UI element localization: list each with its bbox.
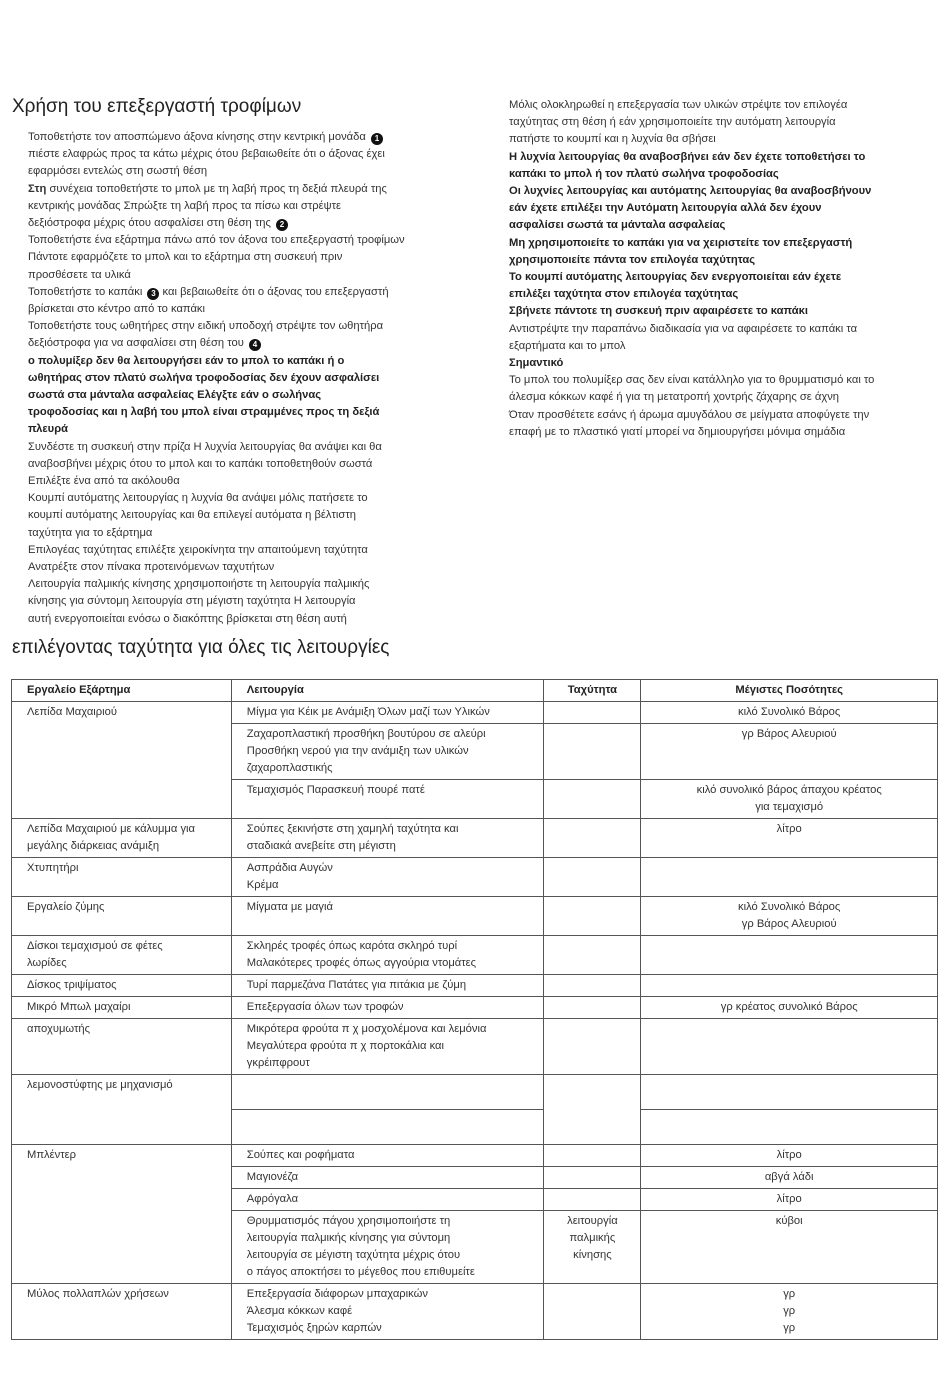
tool-name-line: Μπλέντερ <box>27 1149 76 1161</box>
max-quantity-cell <box>641 1075 938 1110</box>
line-text: Μόλις ολοκληρωθεί η επεξεργασία των υλικών στρέψτε τον επιλογέα <box>509 99 848 111</box>
line-text: ταχύτητα για το εξάρτημα <box>28 526 153 539</box>
instruction-line <box>28 318 468 335</box>
instruction-line <box>509 372 941 389</box>
table-row <box>12 897 938 936</box>
function-cell <box>231 897 544 936</box>
step-number-badge: 3 <box>147 288 159 300</box>
max-quantity-cell <box>641 819 938 858</box>
line-text: τροφοδοσίας και η λαβή του μπολ είναι στραμμένες προς τη δεξιά <box>28 406 380 419</box>
instruction-line <box>28 181 468 198</box>
tool-cell <box>12 997 232 1019</box>
function-cell <box>231 1211 544 1284</box>
table-row <box>12 819 938 858</box>
speed-cell <box>544 1075 641 1145</box>
function-cell <box>231 997 544 1019</box>
line-text: εξαρτήματα και το μπολ <box>509 339 626 352</box>
function-cell <box>231 1167 544 1189</box>
function-line: Σούπες ξεκινήστε στη χαμηλή ταχύτητα και <box>246 823 459 835</box>
function-cell <box>231 1075 544 1110</box>
usage-instructions-right <box>509 97 941 441</box>
max-quantity-line: αβγά λάδι <box>764 1171 814 1183</box>
instruction-line <box>509 389 941 406</box>
speed-cell <box>544 975 641 997</box>
function-line: Άλεσμα κόκκων καφέ <box>246 1305 353 1317</box>
instruction-line <box>28 525 468 542</box>
speed-cell <box>544 1145 641 1167</box>
line-text: δεξιόστροφα για να ασφαλίσει στη θέση του <box>28 337 244 350</box>
instruction-line <box>28 284 468 301</box>
tool-cell <box>12 897 232 936</box>
instruction-line <box>28 404 468 421</box>
instruction-line <box>509 149 941 166</box>
speed-cell <box>544 780 641 819</box>
tool-cell <box>12 936 232 975</box>
max-quantity-cell <box>641 1284 938 1340</box>
tool-name-line: αποχυμωτής <box>27 1023 90 1035</box>
function-line: Μίγματα με μαγιά <box>246 901 333 913</box>
function-line: λειτουργία σε μέγιστη ταχύτητα μέχρις ότου <box>246 1249 461 1261</box>
function-line: Μαλακότερες τροφές όπως αγγούρια ντομάτες <box>246 957 477 969</box>
instruction-line <box>509 252 941 269</box>
table-row <box>12 936 938 975</box>
table-row <box>12 858 938 897</box>
instruction-line <box>509 114 941 131</box>
instruction-line <box>28 129 468 146</box>
line-text: Σβήνετε πάντοτε τη συσκευή πριν αφαιρέσετε το καπάκι <box>509 305 809 318</box>
table-row <box>12 1284 938 1340</box>
line-text: Επιλέξτε ένα από τα ακόλουθα <box>28 475 180 488</box>
tool-name-line: Λεπίδα Μαχαιριού <box>27 706 117 718</box>
tool-name-line: Δίσκος τριψίματος <box>27 979 117 991</box>
function-line: Τυρί παρμεζάνα Πατάτες για πιτάκια με ζύμη <box>246 979 467 991</box>
function-line: Ζαχαροπλαστική προσθήκη βουτύρου σε αλεύρι <box>246 728 486 740</box>
instruction-line <box>509 183 941 200</box>
instruction-line <box>28 232 468 249</box>
line-text: Αντιστρέψτε την παραπάνω διαδικασία για να αφαιρέσετε το καπάκι τα <box>509 322 858 335</box>
max-quantity-cell <box>641 1211 938 1284</box>
instruction-line <box>28 370 468 387</box>
instruction-line <box>28 439 468 456</box>
max-quantity-line: γρ Βάρος Αλευριού <box>741 918 837 930</box>
table-row <box>12 702 938 724</box>
max-quantity-line: λίτρο <box>776 1193 802 1205</box>
function-cell <box>231 780 544 819</box>
speed-cell <box>544 1019 641 1075</box>
line-text: κεντρικής μονάδας Σπρώξτε τη λαβή προς τα πίσω και στρέψτε <box>28 199 341 212</box>
instruction-line <box>509 286 941 303</box>
function-line: Σούπες και ροφήματα <box>246 1149 355 1161</box>
function-line: Κρέμα <box>246 879 279 891</box>
speed-cell <box>544 1189 641 1211</box>
instruction-line <box>28 146 468 163</box>
function-cell <box>231 1189 544 1211</box>
function-cell <box>231 975 544 997</box>
function-line: ζαχαροπλαστικής <box>246 762 333 774</box>
line-text: ο πολυμίξερ δεν θα λειτουργήσει εάν το μπολ το καπάκι ή ο <box>28 354 345 367</box>
function-line: Επεξεργασία διάφορων μπαχαρικών <box>246 1288 428 1300</box>
function-line: σταδιακά ανεβείτε στη μέγιστη <box>246 840 396 852</box>
instruction-line <box>28 593 468 610</box>
function-line: Μίγμα για Κέικ με Ανάμιξη Όλων μαζί των Υλικών <box>246 706 490 718</box>
tool-name-line: Δίσκοι τεμαχισμού σε φέτες <box>27 940 163 952</box>
line-text: Τοποθετήστε τους ωθητήρες στην ειδική υποδοχή στρέψτε τον ωθητήρα <box>28 320 384 333</box>
line-text: επιλέξει ταχύτητα στον επιλογέα ταχύτητας <box>509 288 739 301</box>
tool-name-line: μεγάλης διάρκειας ανάμιξη <box>27 840 160 852</box>
max-quantity-line: γρ <box>783 1305 796 1317</box>
instruction-line <box>509 217 941 234</box>
speed-cell <box>544 819 641 858</box>
line-text: εάν έχετε επιλέξει την Αυτόματη λειτουργία αλλά δεν έχουν <box>509 202 822 215</box>
line-text: εφαρμόσει εντελώς στη σωστή θέση <box>28 165 208 178</box>
table-row <box>12 997 938 1019</box>
speed-cell <box>544 997 641 1019</box>
tool-name-line: λωρίδες <box>27 957 67 969</box>
instruction-line <box>509 97 941 114</box>
max-quantity-line: λίτρο <box>776 823 802 835</box>
function-line: Μεγαλύτερα φρούτα π χ πορτοκάλια και <box>246 1040 445 1052</box>
max-quantity-cell <box>641 897 938 936</box>
bold-prefix: Στη <box>28 182 47 195</box>
instruction-line <box>509 355 941 372</box>
instruction-line <box>509 200 941 217</box>
line-text: Τοποθετήστε τον αποσπώμενο άξονα κίνησης στην κεντρική μονάδα <box>28 131 366 143</box>
max-quantity-line: γρ κρέατος συνολικό Βάρος <box>720 1001 858 1013</box>
line-text: Ανατρέξτε στον πίνακα προτεινόμενων ταχυτήτων <box>28 561 275 574</box>
step-number-badge: 4 <box>249 339 261 351</box>
function-cell <box>231 858 544 897</box>
function-cell <box>231 724 544 780</box>
function-line: Μαγιονέζα <box>246 1171 299 1183</box>
instruction-line <box>509 424 941 441</box>
function-line: ο πάγος αποκτήσει το μέγεθος που επιθυμείτε <box>246 1266 475 1278</box>
instruction-line <box>509 235 941 252</box>
line-text: Σημαντικό <box>509 357 564 370</box>
line-text: ασφαλίσει σωστά τα μάνταλα ασφαλείας <box>509 219 726 232</box>
header-function: Λειτουργία <box>231 680 544 702</box>
speed-cell <box>544 1167 641 1189</box>
instruction-line <box>28 490 468 507</box>
header-tool: Εργαλείο Εξάρτημα <box>12 680 232 702</box>
tool-name-line: Μικρό Μπωλ μαχαίρι <box>27 1001 131 1013</box>
function-line: Σκληρές τροφές όπως καρότα σκληρό τυρί <box>246 940 458 952</box>
speed-cell <box>544 1211 641 1284</box>
speed-line: λειτουργία <box>567 1215 618 1227</box>
tool-cell <box>12 1075 232 1145</box>
tool-cell <box>12 1019 232 1075</box>
line-text: δεξιόστροφα μέχρις ότου ασφαλίσει στη θέση της <box>28 217 271 230</box>
instruction-line <box>28 215 468 232</box>
line-text: Λειτουργία παλμικής κίνησης χρησιμοποιήστε τη λειτουργία παλμικής <box>28 578 370 591</box>
max-quantity-line: κύβοι <box>775 1215 803 1227</box>
line-text: Πάντοτε εφαρμόζετε το μπολ και το εξάρτημα στη συσκευή πριν <box>28 251 343 264</box>
line-text: σωστά στα μάνταλα ασφαλείας Ελέγξτε εάν ο σωλήνας <box>28 389 322 402</box>
line-text: κίνησης για σύντομη λειτουργία στη μέγιστη ταχύτητα Η λειτουργία <box>28 595 356 608</box>
line-text: αναβοσβήνει μέχρις ότου το μπολ και το καπάκι τοποθετηθούν σωστά <box>28 457 373 470</box>
instruction-line <box>28 267 468 284</box>
line-text: Η λυχνία λειτουργίας θα αναβοσβήνει εάν δεν έχετε τοποθετήσει το <box>509 150 866 163</box>
instruction-line <box>28 576 468 593</box>
max-quantity-cell <box>641 780 938 819</box>
max-quantity-line: για τεμαχισμό <box>755 801 824 813</box>
tool-cell <box>12 858 232 897</box>
speed-cell <box>544 858 641 897</box>
function-line: Επεξεργασία όλων των τροφών <box>246 1001 404 1013</box>
instruction-line <box>509 338 941 355</box>
line-text: καπάκι το μπολ ή τον πλατύ σωλήνα τροφοδοσίας <box>509 167 779 180</box>
table-header-row <box>12 680 938 702</box>
instruction-line <box>509 303 941 320</box>
line-text: Το κουμπί αυτόματης λειτουργίας δεν ενεργοποιείται εάν έχετε <box>509 271 842 284</box>
section-title-speeds: επιλέγοντας ταχύτητα για όλες τις λειτουργίες <box>12 637 390 658</box>
tool-name-line: λεμονοστύφτης με μηχανισμό <box>27 1079 173 1091</box>
table-row <box>12 975 938 997</box>
max-quantity-cell <box>641 1189 938 1211</box>
speed-line: κίνησης <box>573 1249 612 1261</box>
max-quantity-cell <box>641 1110 938 1145</box>
function-line: Ασπράδια Αυγών <box>246 862 333 874</box>
table-row <box>12 1075 938 1110</box>
max-quantity-cell <box>641 724 938 780</box>
line-text: Όταν προσθέτετε εσάνς ή άρωμα αμυγδάλου σε μείγματα αποφύγετε την <box>509 408 870 421</box>
instruction-line <box>28 353 468 370</box>
line-text: πλευρά <box>28 423 68 436</box>
speed-cell <box>544 936 641 975</box>
function-cell <box>231 702 544 724</box>
tool-name-line: Χτυπητήρι <box>27 862 79 874</box>
line-text: αυτή ενεργοποιείται ενόσω ο διακόπτης βρίσκεται στη θέση αυτή <box>28 612 347 625</box>
line-text: κουμπί αυτόματης λειτουργίας και θα επιλεγεί αυτόματα η βέλτιστη <box>28 509 356 522</box>
usage-instructions-left <box>28 129 468 628</box>
instruction-line <box>28 163 468 180</box>
tool-cell <box>12 819 232 858</box>
function-cell <box>231 1019 544 1075</box>
function-cell <box>231 1145 544 1167</box>
line-text: ταχύτητας στη θέση ή εάν χρησιμοποιείτε την αυτόματη λειτουργία <box>509 116 836 129</box>
instruction-line <box>28 542 468 559</box>
instruction-line <box>509 269 941 286</box>
function-line: Αφρόγαλα <box>246 1193 299 1205</box>
line-text: βρίσκεται στο κέντρο από το καπάκι <box>28 303 206 316</box>
line-text: Τοποθετήστε το καπάκι <box>28 285 143 298</box>
instruction-line <box>509 131 941 148</box>
header-speed: Ταχύτητα <box>544 680 641 702</box>
tool-cell <box>12 1284 232 1340</box>
function-line: Προσθήκη νερού για την ανάμιξη των υλικών <box>246 745 469 757</box>
max-quantity-cell <box>641 997 938 1019</box>
speed-line: παλμικής <box>569 1232 616 1244</box>
max-quantity-cell <box>641 936 938 975</box>
instruction-line <box>28 249 468 266</box>
line-text: συνέχεια τοποθετήστε το μπολ με τη λαβή προς τη δεξιά πλευρά της <box>46 182 387 195</box>
speed-cell <box>544 702 641 724</box>
function-cell <box>231 936 544 975</box>
line-text: άλεσμα κόκκων καφέ ή για τη μετατροπή χοντρής ζάχαρης σε άχνη <box>509 391 840 404</box>
instruction-line <box>28 559 468 576</box>
max-quantity-cell <box>641 1019 938 1075</box>
line-text: Μη χρησιμοποιείτε το καπάκι για να χειριστείτε τον επεξεργαστή <box>509 236 853 249</box>
line-text: χρησιμοποιείτε πάντα τον επιλογέα ταχύτητας <box>509 253 756 266</box>
tool-name-line: Εργαλείο ζύμης <box>27 901 105 913</box>
line-text: ωθητήρας στον πλατύ σωλήνα τροφοδοσίας δεν έχουν ασφαλίσει <box>28 371 380 384</box>
step-number-badge: 1 <box>371 133 383 145</box>
tool-cell <box>12 702 232 819</box>
instruction-line <box>28 456 468 473</box>
table-row <box>12 1145 938 1167</box>
max-quantity-line: γρ <box>783 1322 796 1334</box>
instruction-line <box>28 611 468 628</box>
speed-cell <box>544 897 641 936</box>
instruction-line <box>28 301 468 318</box>
speed-cell <box>544 1284 641 1340</box>
header-max-quantities: Μέγιστες Ποσότητες <box>641 680 938 702</box>
table-row <box>12 1019 938 1075</box>
speed-table <box>11 679 938 1340</box>
line-text: προσθέσετε τα υλικά <box>28 268 131 281</box>
line-text: Συνδέστε τη συσκευή στην πρίζα Η λυχνία λειτουργίας θα ανάψει και θα <box>28 440 382 453</box>
line-text: Τοποθετήστε ένα εξάρτημα πάνω από τον άξονα του επεξεργαστή τροφίμων <box>28 234 405 247</box>
line-text: επαφή με το πλαστικό γιατί μπορεί να δημιουργήσει μόνιμα σημάδια <box>509 425 846 438</box>
line-text: πατήστε το κουμπί και η λυχνία θα σβήσει <box>509 133 716 146</box>
step-number-badge: 2 <box>276 219 288 231</box>
speed-cell <box>544 724 641 780</box>
max-quantity-line: κιλό συνολικό βάρος άπαχου κρέατος <box>696 784 882 796</box>
line-text: Οι λυχνίες λειτουργίας και αυτόματης λειτουργίας θα αναβοσβήνουν <box>509 185 872 198</box>
max-quantity-line: γρ Βάρος Αλευριού <box>741 728 837 740</box>
instruction-line <box>509 166 941 183</box>
line-text: Το μπολ του πολυμίξερ σας δεν είναι κατάλληλο για το θρυμματισμό και το <box>509 374 875 387</box>
tool-name-line: Λεπίδα Μαχαιριού με κάλυμμα για <box>27 823 196 835</box>
line-text-cont: και βεβαιωθείτε ότι ο άξονας του επεξεργαστή <box>159 285 389 298</box>
instruction-line <box>28 421 468 438</box>
max-quantity-cell <box>641 1145 938 1167</box>
function-cell <box>231 1110 544 1145</box>
instruction-line <box>28 473 468 490</box>
instruction-line <box>28 335 468 352</box>
function-line: Θρυμματισμός πάγου χρησιμοποιήστε τη <box>246 1215 451 1227</box>
line-text: Επιλογέας ταχύτητας επιλέξτε χειροκίνητα την απαιτούμενη ταχύτητα <box>28 543 368 556</box>
instruction-line <box>28 507 468 524</box>
function-line: Τεμαχισμός Παρασκευή πουρέ πατέ <box>246 784 425 796</box>
tool-cell <box>12 1145 232 1284</box>
function-cell <box>231 1284 544 1340</box>
function-line: Μικρότερα φρούτα π χ μοσχολέμονα και λεμόνια <box>246 1023 487 1035</box>
tool-cell <box>12 975 232 997</box>
max-quantity-cell <box>641 858 938 897</box>
function-line: γκρέιπφρουτ <box>246 1057 310 1069</box>
max-quantity-line: κιλό Συνολικό Βάρος <box>738 706 841 718</box>
max-quantity-line: γρ <box>783 1288 796 1300</box>
line-text: πιέστε ελαφρώς προς τα κάτω μέχρις ότου βεβαιωθείτε ότι ο άξονας έχει <box>28 148 385 161</box>
max-quantity-line: κιλό Συνολικό Βάρος <box>738 901 841 913</box>
max-quantity-cell <box>641 702 938 724</box>
function-line: λειτουργία παλμικής κίνησης για σύντομη <box>246 1232 451 1244</box>
function-cell <box>231 819 544 858</box>
tool-name-line: Μύλος πολλαπλών χρήσεων <box>27 1288 169 1300</box>
instruction-line <box>28 198 468 215</box>
instruction-line <box>509 407 941 424</box>
instruction-line <box>28 387 468 404</box>
instruction-line <box>509 321 941 338</box>
section-title-usage: Χρήση του επεξεργαστή τροφίμων <box>12 96 302 117</box>
max-quantity-line: λίτρο <box>776 1149 802 1161</box>
line-text: Κουμπί αυτόματης λειτουργίας η λυχνία θα ανάψει μόλις πατήσετε το <box>28 492 368 505</box>
function-line: Τεμαχισμός ξηρών καρπών <box>246 1322 382 1334</box>
max-quantity-cell <box>641 1167 938 1189</box>
max-quantity-cell <box>641 975 938 997</box>
